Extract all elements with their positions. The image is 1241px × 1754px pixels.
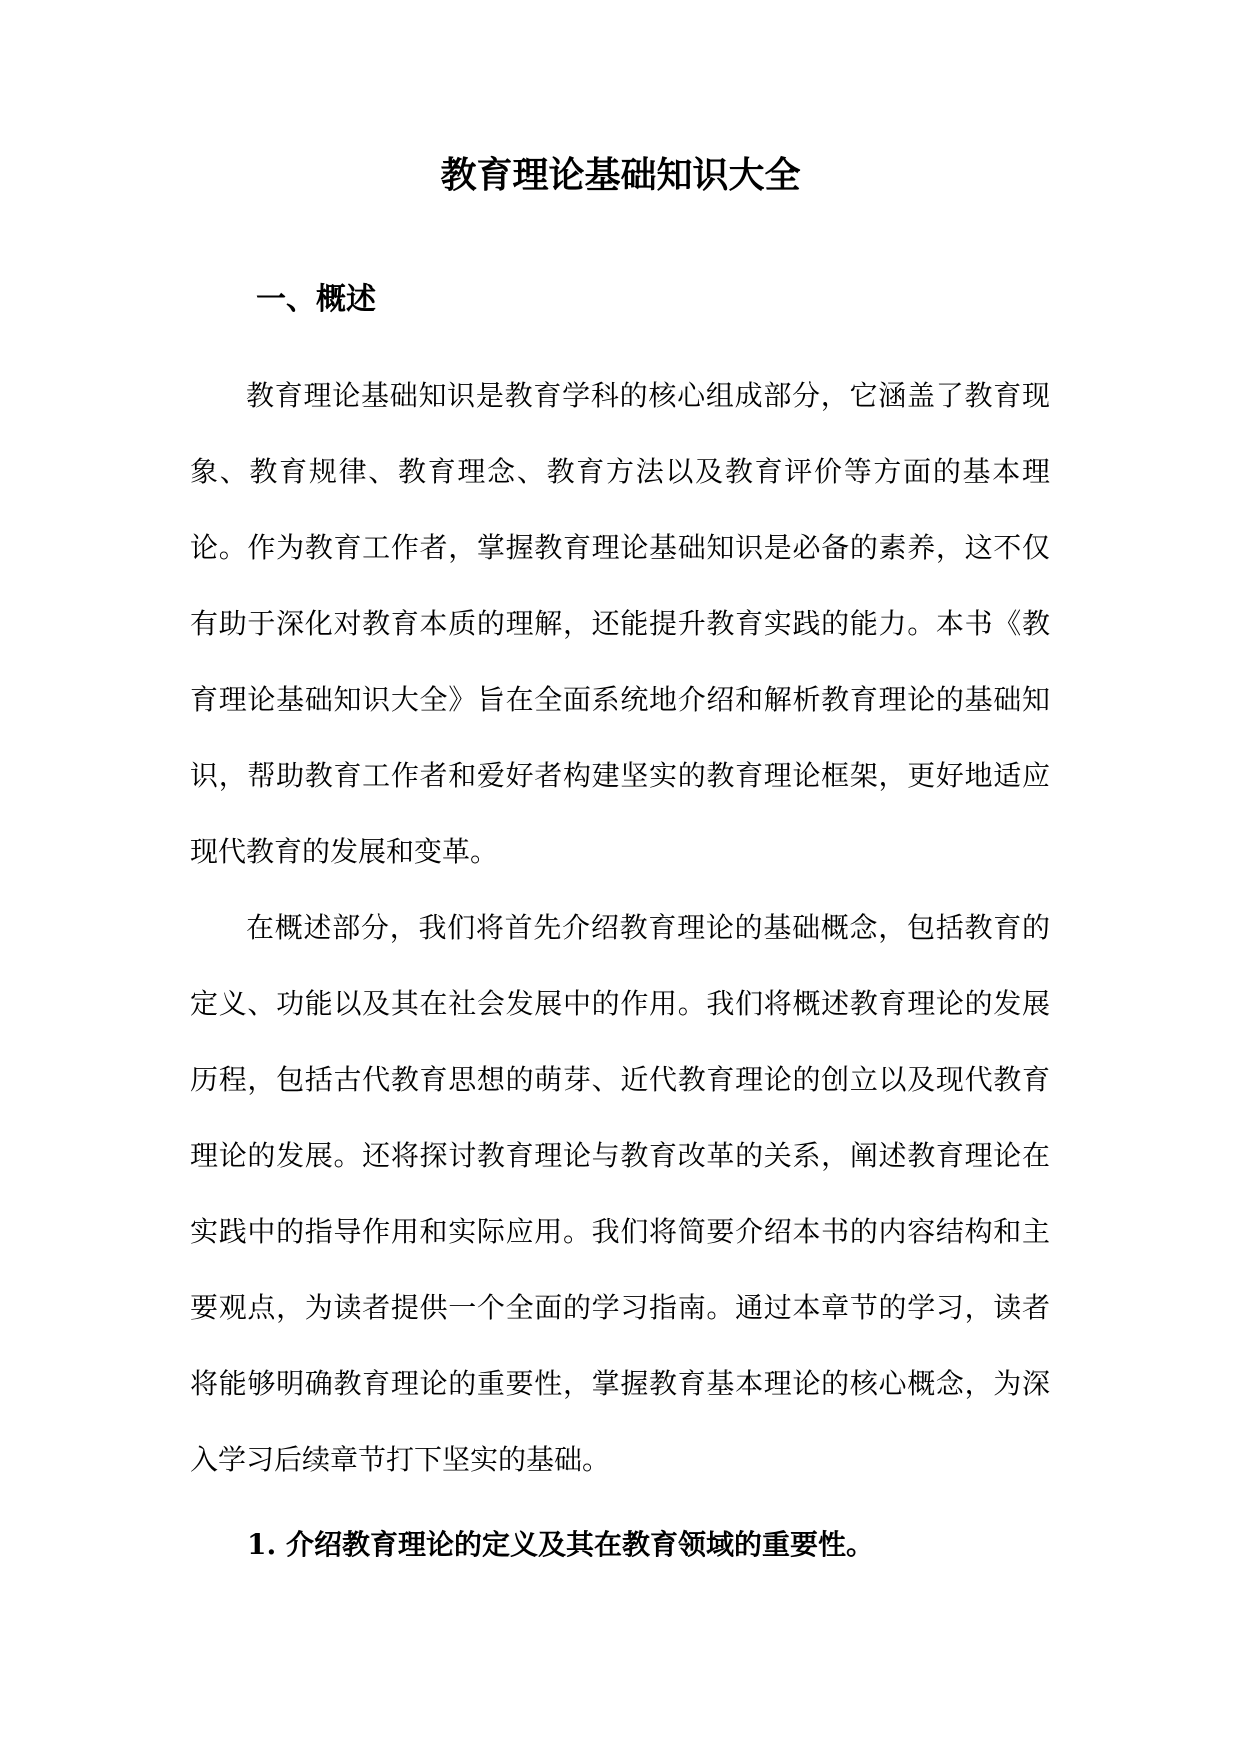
subheading-item-1: 1. 介绍教育理论的定义及其在教育领域的重要性。 — [247, 1528, 874, 1561]
document-title: 教育理论基础知识大全 — [440, 154, 801, 196]
section-heading: 一、概述 — [256, 282, 376, 317]
paragraph-overview-2: 在概述部分，我们将首先介绍教育理论的基础概念，包括教育的定义、功能以及其在社会发展中的作用。我们将概述教育理论的发展历程，包括古代教育思想的萌芽、近代教育理论的创立以及现代教育理论的发展。还将探讨教育理论与教育改革的关系，阐述教育理论在实践中的指导作用和实际应用。我们将简要介绍本书的内容结构和主要观点，为读者提供一个全面的学习指南。通过本章节的学习，读者将能够明确教育理论的重要性，掌握教育基本理论的核心概念，为深入学习后续章节打下坚实的基础。 — [190, 911, 1050, 1476]
paragraph-overview-1: 教育理论基础知识是教育学科的核心组成部分，它涵盖了教育现象、教育规律、教育理念、教育方法以及教育评价等方面的基本理论。作为教育工作者，掌握教育理论基础知识是必备的素养，这不仅有助于深化对教育本质的理解，还能提升教育实践的能力。本书《教育理论基础知识大全》旨在全面系统地介绍和解析教育理论的基础知识，帮助教育工作者和爱好者构建坚实的教育理论框架，更好地适应现代教育的发展和变革。 — [190, 379, 1050, 868]
